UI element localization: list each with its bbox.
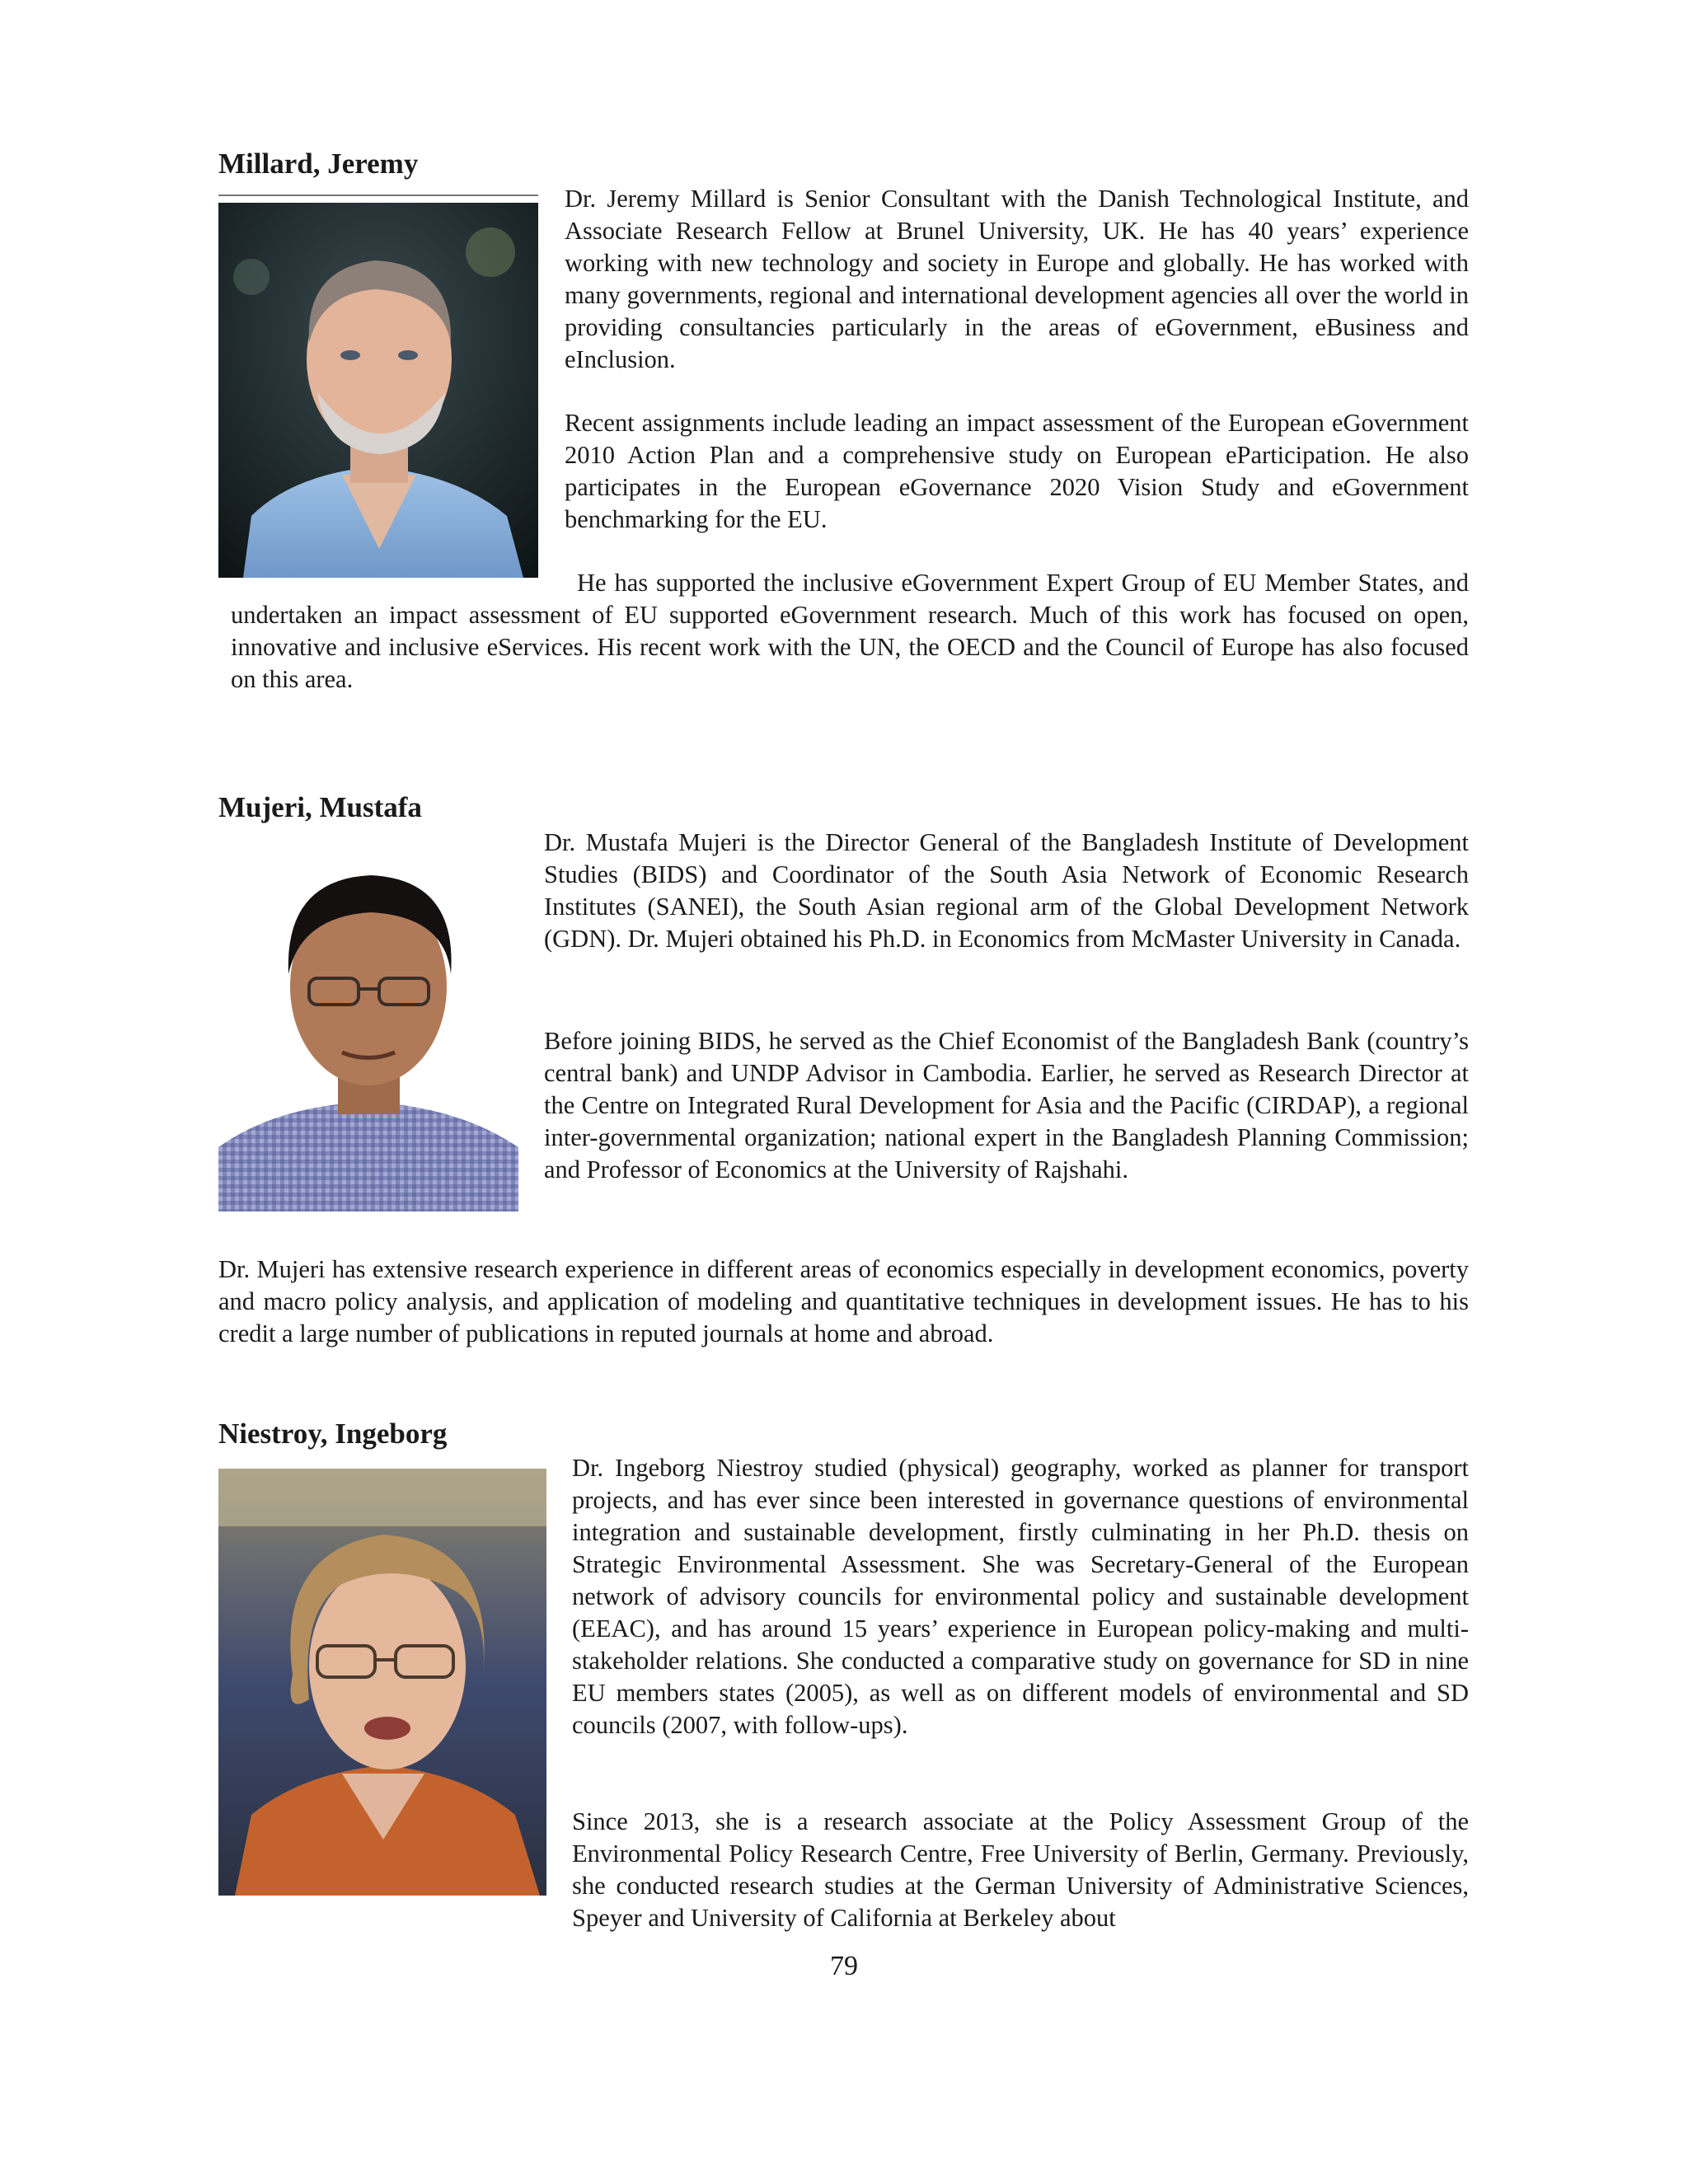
bio-paragraph: He has supported the inclusive eGovernment Expert Group of EU Member States, and undertaken an impact assessment of EU supported eGovernment research. Much of this work has focused on open, innovative and inclusive eServices. His recent work with the UN, the OECD and the Council of Europe has also focused on this area. <box>231 569 1469 693</box>
portrait-photo-millard <box>218 203 538 578</box>
name-underline <box>218 194 538 196</box>
bio-paragraph: Dr. Jeremy Millard is Senior Consultant with the Danish Technological Institute, and Associate Research Fellow at Brunel University, UK. He has 40 years’ experience working with new technology and society in Europe and globally. He has worked with many governments, regional and international development agencies all over the world in providing consultancies particularly in the areas of eGovernment, eBusiness and eInclusion. <box>565 185 1469 373</box>
entry-name-millard: Millard, Jeremy <box>218 148 419 180</box>
bio-paragraph: Before joining BIDS, he served as the Chief Economist of the Bangladesh Bank (country’s central bank) and UNDP Advisor in Cambodia. Earlier, he served as Research Director at the Centre on Integrated Rural Development for Asia and the Pacific (CIRDAP), a regional inter-governmental organization; national expert in the Bangladesh Planning Commission; and Professor of Economics at the University of Rajshahi. <box>544 1027 1469 1183</box>
page-number: 79 <box>830 1951 858 1981</box>
bio-paragraph: Dr. Mujeri has extensive research experience in different areas of economics especially in development economics, poverty and macro policy analysis, and application of modeling and quantitative techniques in development issues. He has to his credit a large number of publications in reputed journals at home and abroad. <box>218 1255 1469 1347</box>
bio-paragraph: Recent assignments include leading an impact assessment of the European eGovernment 2010 Action Plan and a comprehensive study on European eParticipation. He also participates in the European eGovernance 2020 Vision Study and eGovernment benchmarking for the EU. <box>565 409 1469 533</box>
portrait-photo-mujeri <box>218 842 518 1212</box>
entry-name-niestroy: Niestroy, Ingeborg <box>218 1418 448 1450</box>
bio-paragraph: Since 2013, she is a research associate at the Policy Assessment Group of the Environmental Policy Research Centre, Free University of Berlin, Germany. Previously, she conducted research studies at the German University of Administrative Sciences, Speyer and University of California at Berkeley about <box>572 1807 1469 1932</box>
bio-paragraph: Dr. Ingeborg Niestroy studied (physical) geography, worked as planner for transport projects, and has ever since been interested in governance questions of environmental integration and sustainable development, firstly culminating in her Ph.D. thesis on Strategic Environmental Assessment. She was Secretary-General of the European network of advisory councils for environmental policy and sustainable development (EEAC), and has around 15 years’ experience in European policy-making and multi-stakeholder relations. She conducted a comparative study on governance for SD in nine EU members states (2005), as well as on different models of environmental and SD councils (2007, with follow-ups). <box>572 1454 1469 1739</box>
entry-name-mujeri: Mujeri, Mustafa <box>218 791 422 823</box>
bio-paragraph: Dr. Mustafa Mujeri is the Director General of the Bangladesh Institute of Development Studies (BIDS) and Coordinator of the South Asia Network of Economic Research Institutes (SANEI), the South Asian regional arm of the Global Development Network (GDN). Dr. Mujeri obtained his Ph.D. in Economics from McMaster University in Canada. <box>544 828 1469 953</box>
portrait-photo-niestroy <box>218 1469 546 1896</box>
